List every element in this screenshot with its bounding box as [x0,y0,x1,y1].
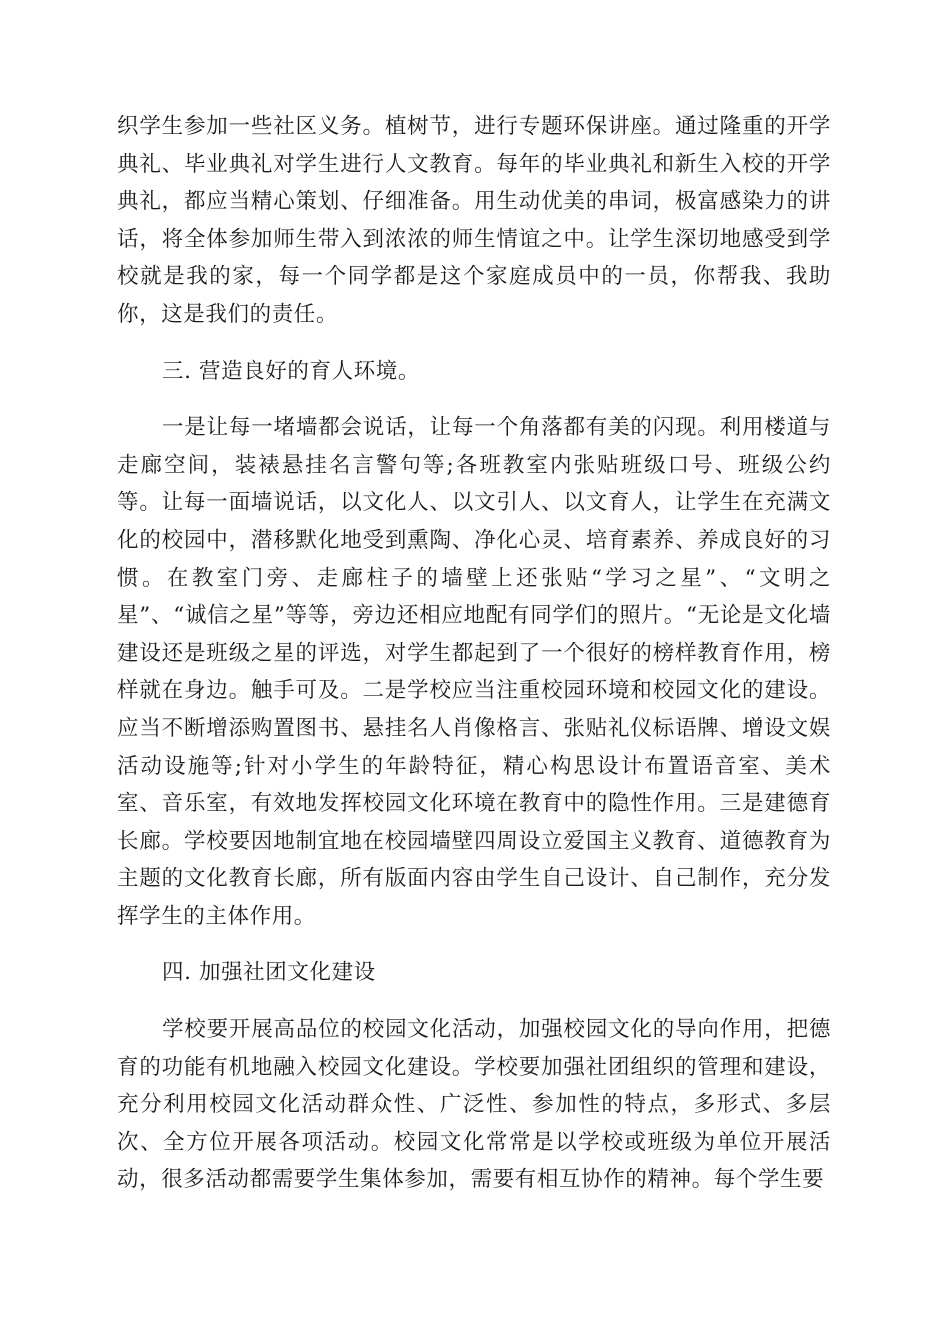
paragraph-environment: 一是让每一堵墙都会说话，让每一个角落都有美的闪现。利用楼道与走廊空间，装裱悬挂名言警句等;各班教室内张贴班级口号、班级公约等。让每一面墙说话，以文化人、以文引人、以文育人，让学生在充满文化的校园中，潜移默化地受到熏陶、净化心灵、培育素养、养成良好的习惯。在教室门旁、走廊柱子的墙壁上还张贴“学习之星”、“文明之星”、“诚信之星”等等，旁边还相应地配有同学们的照片。“无论是文化墙建设还是班级之星的评选，对学生都起到了一个很好的榜样教育作用，榜样就在身边。触手可及。二是学校应当注重校园环境和校园文化的建设。应当不断增添购置图书、悬挂名人肖像格言、张贴礼仪标语牌、增设文娱活动设施等;针对小学生的年龄特征，精心构思设计布置语音室、美术室、音乐室，有效地发挥校园文化环境在教育中的隐性作用。三是建德育长廊。学校要因地制宜地在校园墙壁四周设立爱国主义教育、道德教育为主题的文化教育长廊，所有版面内容由学生自己设计、自己制作，充分发挥学生的主体作用。 [117,415,831,929]
document-body [117,108,831,1218]
paragraph-club-culture: 学校要开展高品位的校园文化活动，加强校园文化的导向作用，把德育的功能有机地融入校园文化建设。学校要加强社团组织的管理和建设，充分利用校园文化活动群众性、广泛性、参加性的特点，多形式、多层次、全方位开展各项活动。校园文化常常是以学校或班级为单位开展活动，很多活动都需要学生集体参加，需要有相互协作的精神。每个学生要 [117,1017,831,1193]
section-heading-4: 四. 加强社团文化建设 [162,960,376,986]
paragraph-continuation: 织学生参加一些社区义务。植树节，进行专题环保讲座。通过隆重的开学典礼、毕业典礼对学生进行人文教育。每年的毕业典礼和新生入校的开学典礼，都应当精心策划、仔细准备。用生动优美的串词，极富感染力的讲话，将全体参加师生带入到浓浓的师生情谊之中。让学生深切地感受到学校就是我的家，每一个同学都是这个家庭成员中的一员，你帮我、我助你，这是我们的责任。 [117,114,831,327]
section-heading-3: 三. 营造良好的育人环境。 [162,358,420,384]
